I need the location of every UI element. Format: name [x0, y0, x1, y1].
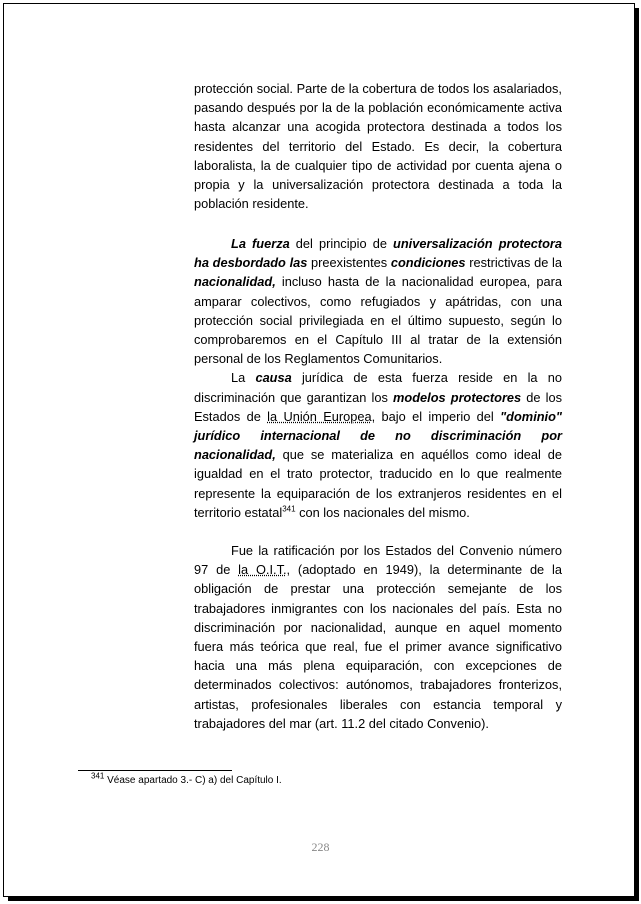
text-run: que se materializa en aquéllos como ideal de igualdad en el trato protector, traducido en lo que realmente represente la equiparación de los extranjeros residentes en el territorio estatal [194, 447, 562, 520]
paragraph-1-text: protección social. Parte de la cobertura de todos los asalariados, pasando después por la de la población económicamente activa hasta alcanzar una acogida protectora destinada a todos los residentes del territorio del Estado. Es decir, la cobertura laboralista, la de cualquier tipo de actividad por cuenta ajena o propia y la universalización protectora destinada a toda la población residente. [194, 81, 562, 212]
emphasis: condiciones [390, 255, 466, 271]
footnote-number: 341 [91, 771, 105, 781]
text-run: preexistentes [307, 255, 391, 271]
page-shadow-bottom [8, 897, 639, 901]
underlined-term: la Unión Europea [267, 408, 372, 424]
paragraphs-2-3 [194, 234, 562, 522]
underlined-term: la O.I.T. [238, 562, 287, 578]
emphasis: La fuerza [231, 236, 290, 251]
emphasis: modelos protectores [393, 389, 522, 405]
text-run: Fue la ratificación por los Estados del Convenio número 97 de [194, 543, 562, 578]
page-number: 228 [311, 840, 330, 854]
page-shadow-right [635, 8, 639, 901]
footnote-text: Véase apartado 3.- C) a) del Capítulo I. [104, 775, 282, 786]
paragraph-2 [194, 234, 562, 368]
text-run: jurídica de esta fuerza reside en la no discriminación que garantizan los [194, 370, 562, 405]
emphasis: "dominio" jurídico internacional de no discriminación por nacionalidad, [194, 408, 563, 463]
text-run: restrictivas de la [465, 255, 562, 271]
paragraph-3 [194, 368, 562, 522]
text-run: del principio de [289, 236, 394, 251]
paragraph-4 [194, 541, 562, 733]
text-run: con los nacionales del mismo. [295, 504, 470, 520]
emphasis: nacionalidad, [194, 274, 276, 290]
footnote-reference[interactable]: 341 [282, 504, 296, 514]
emphasis: universalización protectora ha desbordado las [194, 236, 562, 271]
text-run: La [231, 370, 256, 386]
text-run: incluso hasta de la nacionalidad europea, para amparar colectivos, como refugiados y apátridas, con una protección social privilegiada en el último supuesto, según lo comprobaremos en el Capítulo III al tratar de la extensión personal de los Reglamentos Comunitarios. [194, 274, 562, 367]
text-run: , bajo el imperio del [371, 408, 501, 424]
footnote [91, 771, 282, 786]
emphasis: causa [255, 370, 292, 386]
text-run: , (adoptado en 1949), la determinante de la obligación de prestar una protección semejante de los trabajadores inmigrantes con los nacionales del país. Esta no discriminación por nacionalidad, aunque en aquel momento fuera más teórica que real, fue el primer avance significativo hacia una más plena equiparación, con excepciones de determinados colectivos: autónomos, trabajadores fronterizos, artistas, profesionales liberales con estancia temporal y trabajadores del mar (art. 11.2 del citado Convenio). [194, 562, 562, 731]
paragraph-4-text [194, 541, 562, 733]
text-run: de los Estados de [194, 389, 562, 424]
paragraph-1 [194, 79, 562, 213]
